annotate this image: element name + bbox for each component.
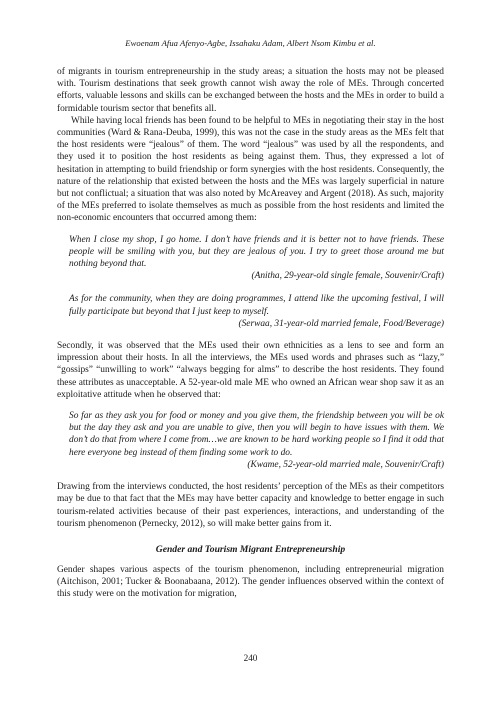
quote-attribution: (Anitha, 29-year-old single female, Souvenir/Craft): [251, 271, 444, 282]
page-number: 240: [243, 653, 258, 663]
paragraph-gender: Gender shapes various aspects of the tourism phenomenon, including entrepreneurial migration (Aitchison, 2001; Tucker & Boonabaana, 2012). The gender influences observed within the context of this study were on the motivation for migration,: [57, 564, 444, 600]
document-page: [57, 0, 444, 706]
quote-text: As for the community, when they are doing programmes, I attend like the upcoming festival, I will fully participate but beyond that I just keep to myself.: [69, 294, 444, 317]
paragraph-local-friends: While having local friends has been found to be helpful to MEs in negotiating their stay in the host communities (Ward & Rana-Deuba, 1999), this was not the case in the study areas as the MEs felt that the host residents were “jealous” of them. The word “jealous” was used by all the respondents, and they used it to position the host residents as being against them. Thus, they expressed a lot of hesitation in attempting to build friendship or form synergies with the host residents. Consequently, the nature of the relationship that existed between the hosts and the MEs was largely superficial in nature but not conflictual; a situation that was also noted by McAreavey and Argent (2018). As such, majority of the MEs preferred to isolate themselves as much as possible from the host residents and limited the non-economic encounters that occurred among them:: [57, 115, 444, 224]
quote-attribution: (Serwaa, 31-year-old married female, Food/Beverage): [238, 318, 444, 329]
paragraph-perception: Drawing from the interviews conducted, the host residents’ perception of the MEs as their competitors may be due to that fact that the MEs may have better capacity and knowledge to better engage in such tourism-related activities because of their past experiences, interactions, and understanding of the tourism phenomenon (Pernecky, 2012), so will make better gains from it.: [57, 482, 444, 529]
interview-quote-serwaa: [69, 293, 444, 330]
section-heading: Gender and Tourism Migrant Entrepreneurship: [155, 543, 346, 555]
paragraph-ethnicities: Secondly, it was observed that the MEs used their own ethnicities as a lens to see and form an impression about their hosts. In all the interviews, the MEs used words and phrases such as “lazy,” “gossips” “unwilling to work” “always begging for alms” to describe the host residents. They found these attributes as unacceptable. A 52-year-old male ME who owned an African wear shop saw it as an exploitative attitude when he observed that:: [57, 341, 444, 400]
interview-quote-anitha: [69, 234, 444, 283]
running-header-authors: Ewoenam Afua Afenyo-Agbe, Issahaku Adam, Albert Nsom Kimbu et al.: [125, 38, 376, 48]
quote-text: When I close my shop, I go home. I don’t have friends and it is better not to have friends. These people will be smiling with you, but they are jealous of you. I try to greet those around me but nothing beyond that.: [69, 234, 444, 270]
interview-quote-kwame: [69, 410, 444, 471]
paragraph-continuation: of migrants in tourism entrepreneurship in the study areas; a situation the hosts may not be pleased with. Tourism destinations that seek growth cannot wish away the role of MEs. Through concerted efforts, valuable lessons and skills can be exchanged between the hosts and the MEs in order to build a formidable tourism sector that benefits all.: [57, 67, 444, 114]
body-text: [57, 66, 444, 601]
quote-text: So far as they ask you for food or money and you give them, the friendship between you will be ok but the day they ask and you are unable to give, then you will begin to have issues with them. We don’t do that from where I come from…we are known to be hard working people so I find it odd that here everyone beg instead of them finding some work to do.: [69, 411, 444, 458]
quote-attribution: (Kwame, 52-year-old married male, Souvenir/Craft): [247, 459, 444, 470]
